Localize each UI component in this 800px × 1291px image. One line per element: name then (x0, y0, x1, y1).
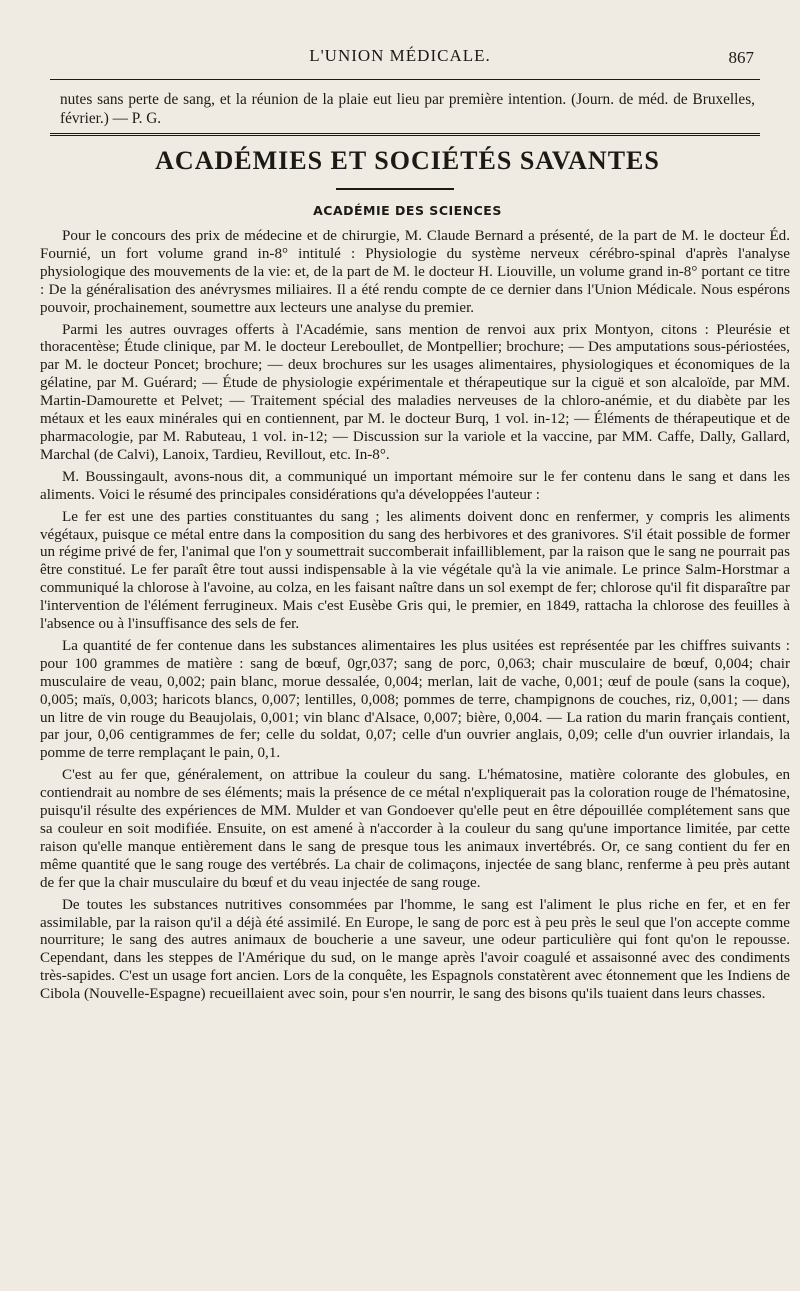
paragraph: M. Boussingault, avons-nous dit, a communiqué un important mémoire sur le fer contenu dans le sang et dans les aliments. Voici le résumé des principales considérations qu'a développées l'auteur : (40, 468, 790, 503)
subsection-title: ACADÉMIE DES SCIENCES (313, 203, 502, 218)
running-title: L'UNION MÉDICALE. (309, 46, 491, 65)
intro-paragraph: nutes sans perte de sang, et la réunion de la plaie eut lieu par première intention. (Journ. de méd. de Bruxelles, février.) — P. G. (60, 91, 755, 127)
paragraph: De toutes les substances nutritives consommées par l'homme, le sang est l'aliment le plus riche en fer, et en fer assimilable, par la raison qu'il a déjà été assimilé. En Europe, le sang de porc est à peu près le seul que l'on accepte comme nourriture; le sang des autres animaux de boucherie a une saveur, une odeur particulière qui font qu'on le repousse. Cependant, dans les steppes de l'Amérique du sud, on le mange après l'avoir coagulé et assaisonné avec des condiments très-sapides. C'est un usage fort ancien. Lors de la conquête, les Espagnols constatèrent avec étonnement que les Indiens de Cibola (Nouvelle-Espagne) recueillaient avec soin, pour s'en nourrir, le sang des bisons qu'ils tuaient dans leurs chasses. (40, 896, 790, 1003)
section-title: ACADÉMIES ET SOCIÉTÉS SAVANTES (155, 146, 660, 175)
header-rule (50, 79, 760, 80)
paragraph: Pour le concours des prix de médecine et de chirurgie, M. Claude Bernard a présenté, de la part de M. le docteur Éd. Fournié, un fort volume grand in-8° intitulé : Physiologie du système nerveux cérébro-spinal d'après l'analyse physiologique des mouvements de la vie: et, de la part de M. le docteur H. Liouville, un volume grand in-8° portant ce titre : De la généralisation des anévrysmes miliaires. Il a été rendu compte de ce dernier dans l'Union Médicale. Nous espérons pouvoir, prochainement, soumettre aux lecteurs une analyse du premier. (40, 228, 790, 316)
article-body (40, 228, 790, 1004)
paragraph: C'est au fer que, généralement, on attribue la couleur du sang. L'hématosine, matière colorante des globules, en contiendrait au nombre de ses éléments; mais la présence de ce métal n'expliquerait pas la coloration rouge de l'hématosine, puisqu'il résulte des expériences de MM. Mulder et van Gondoever qu'elle peut en être dépouillée complétement sans que sa couleur en soit modifiée. Ensuite, on est amené à n'accorder à la couleur du sang qu'une importance limitée, par cette raison qu'elle manque entièrement dans le sang de presque tous les animaux invertébrés. Or, ce sang contient du fer en même quantité que le sang rouge des vertébrés. La chair de colimaçons, injectée de sang blanc, renferme à peu près autant de fer que la chair musculaire du bœuf et du veau injectée de sang rouge. (40, 767, 790, 891)
paragraph: Parmi les autres ouvrages offerts à l'Académie, sans mention de renvoi aux prix Montyon, citons : Pleurésie et thoracentèse; Étude clinique, par M. le docteur Lereboullet, de Montpellier; brochure; — Des amputations sous-périostées, par M. le docteur Poncet; brochure; — deux brochures sur les usages alimentaires, physiologiques et économiques de la gélatine, par M. Guérard; — Étude de physiologie expérimentale et thérapeutique sur la ciguë et son alcaloïde, par MM. Martin-Damourette et Pelvet; — Traitement spécial des maladies nerveuses de la chloro-anémie, et du diabète par les métaux et les eaux minérales qui en contiennent, par M. le docteur Burq, 1 vol. in-12; — Éléments de thérapeutique et de pharmacologie, par M. Rabuteau, 1 vol. in-12; — Discussion sur la variole et la vaccine, par MM. Caffe, Dally, Gallard, Marchal (de Calvi), Lanoix, Tardieu, Revillout, etc. In-8°. (40, 321, 790, 463)
page-header (40, 46, 760, 76)
paragraph: Le fer est une des parties constituantes du sang ; les aliments doivent donc en renfermer, y compris les aliments végétaux, puisque ce métal entre dans la composition du sang des herbivores et des granivores. S'il était possible de former un régime privé de fer, l'animal que l'on y soumettrait succomberait infailliblement, par la raison que le sang ne pourrait pas être constitué. Le fer paraît être tout aussi indispensable à la vie végétale qu'à la vie animale. Le prince Salm-Horstmar a communiqué la chlorose à l'avoine, au colza, en les faisant naître dans un sol exempt de fer; chlorose qu'il fit disparaître par l'intervention de l'élément ferrugineux. Mais c'est Eusèbe Gris qui, le premier, en 1849, rattacha la chlorose des feuilles à l'absence ou à l'insuffisance des sels de fer. (40, 508, 790, 633)
section-double-rule (50, 133, 760, 136)
paragraph: La quantité de fer contenue dans les substances alimentaires les plus usitées est représentée par les chiffres suivants : pour 100 grammes de matière : sang de bœuf, 0gr,037; sang de porc, 0,063; chair musculaire de bœuf, 0,004; chair musculaire de veau, 0,002; pain blanc, morue dessalée, 0,004; merlan, lait de vache, 0,001; œuf de poule (sans la coque), 0,005; maïs, 0,003; haricots blancs, 0,007; lentilles, 0,008; pommes de terre, champignons de couches, riz, 0,001; — dans un litre de vin rouge du Beaujolais, 0,001; vin blanc d'Alsace, 0,007; bière, 0,004. — La ration du marin français contient, par jour, 0,06 centigrammes de fer; celle du soldat, 0,07; celle d'un ouvrier anglais, 0,09; celle d'un ouvrier irlandais, la pomme de terre remplaçant le pain, 0,1. (40, 637, 790, 762)
page-number: 867 (728, 48, 754, 67)
section-title-rule (336, 188, 454, 190)
